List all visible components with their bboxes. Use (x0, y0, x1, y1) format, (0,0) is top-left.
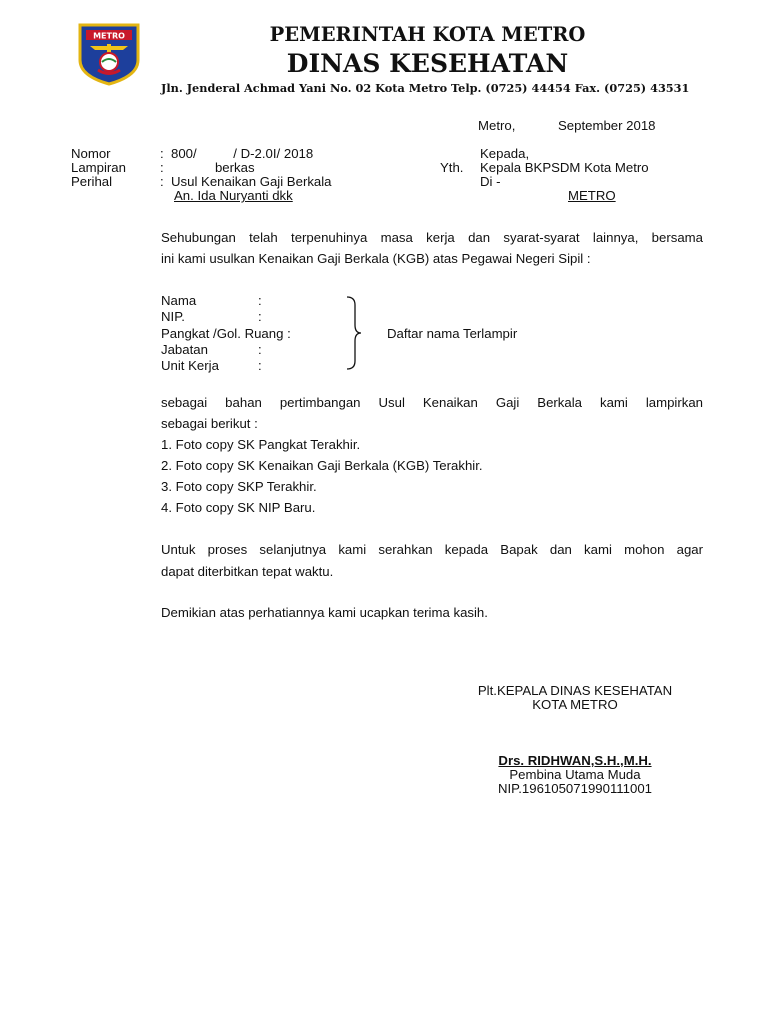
curly-brace-icon (343, 295, 363, 371)
perihal-value: : Usul Kenaikan Gaji Berkala (160, 174, 332, 189)
logo-text: METRO (93, 31, 125, 41)
signatory-nip: NIP.196105071990111001 (497, 781, 652, 796)
nomor-value: : 800/ / D-2.0I/ 2018 (160, 146, 314, 161)
field-pangkat-label: Pangkat /Gol. Ruang : (161, 326, 291, 341)
fields-note: Daftar nama Terlampir (387, 326, 518, 341)
consider-line-1: sebagai bahan pertimbangan Usul Kenaikan Gaji Berkala kami lampirkan (161, 395, 703, 410)
lampiran-label: Lampiran (71, 160, 126, 175)
letter-date: September 2018 (558, 118, 656, 133)
intro-line-1: Sehubungan telah terpenuhinya masa kerja dan syarat-syarat lainnya, bersama (161, 230, 703, 245)
attachment-item: 3. Foto copy SKP Terakhir. (161, 479, 317, 494)
recipient-di: Di - (480, 174, 501, 189)
field-unit-kerja-label: Unit Kerja (161, 358, 219, 373)
attachment-item: 2. Foto copy SK Kenaikan Gaji Berkala (KGB) Terakhir. (161, 458, 483, 473)
signature-title-2: KOTA METRO (532, 697, 618, 712)
office-address: Jln. Jenderal Achmad Yani No. 02 Kota Metro Telp. (0725) 44454 Fax. (0725) 43531 (161, 81, 690, 95)
process-line-1: Untuk proses selanjutnya kami serahkan kepada Bapak dan kami mohon agar (161, 542, 703, 557)
field-jabatan-colon: : (258, 342, 262, 357)
field-nama-colon: : (258, 293, 262, 308)
field-nama-label: Nama (161, 293, 197, 308)
attachment-item: 4. Foto copy SK NIP Baru. (161, 500, 316, 515)
signature-title-1: Plt.KEPALA DINAS KESEHATAN (477, 683, 673, 698)
signatory-rank: Pembina Utama Muda (509, 767, 641, 782)
government-title: PEMERINTAH KOTA METRO (269, 23, 586, 46)
field-nip-label: NIP. (161, 309, 185, 324)
closing-text: Demikian atas perhatiannya kami ucapkan terima kasih. (161, 605, 488, 620)
recipient-kepada: Kepada, (480, 146, 530, 161)
consider-line-2: sebagai berikut : (161, 416, 258, 431)
signatory-name: Drs. RIDHWAN,S.H.,M.H. (498, 753, 652, 768)
field-unit-kerja-colon: : (258, 358, 262, 373)
field-nip-colon: : (258, 309, 262, 324)
perihal-label: Perihal (71, 174, 113, 189)
attachment-item: 1. Foto copy SK Pangkat Terakhir. (161, 437, 361, 452)
recipient-city: METRO (568, 188, 616, 203)
process-line-2: dapat diterbitkan tepat waktu. (161, 564, 334, 579)
nomor-label: Nomor (71, 146, 111, 161)
intro-line-2: ini kami usulkan Kenaikan Gaji Berkala (KGB) atas Pegawai Negeri Sipil : (161, 251, 591, 266)
office-title: DINAS KESEHATAN (286, 49, 569, 78)
perihal-subject-name: An. Ida Nuryanti dkk (174, 188, 293, 203)
recipient-yth: Yth. (440, 160, 464, 175)
field-jabatan-label: Jabatan (161, 342, 208, 357)
letter-city: Metro, (478, 118, 516, 133)
lampiran-value: : berkas (160, 160, 255, 175)
recipient-name: Kepala BKPSDM Kota Metro (480, 160, 649, 175)
